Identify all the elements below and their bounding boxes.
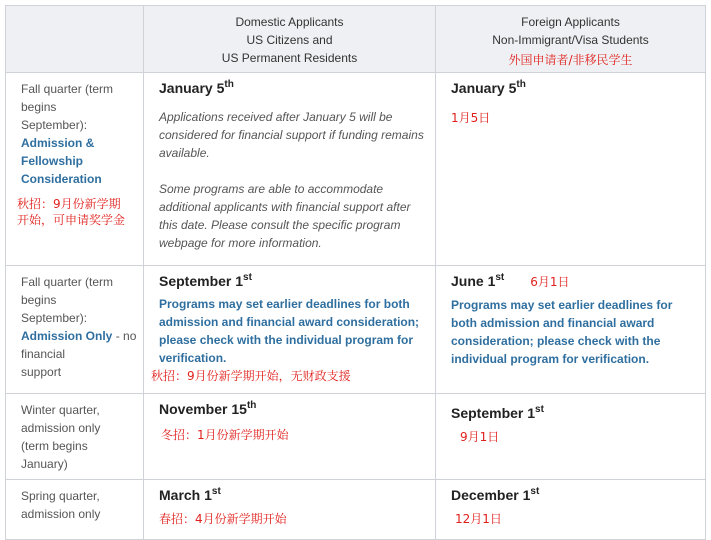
row-label-cell (6, 394, 144, 480)
deadline-date (451, 484, 695, 506)
row-label-cell (6, 480, 144, 540)
row-label-annotation (17, 196, 137, 228)
table-row (6, 480, 706, 540)
deadline-date-suffix: st (495, 272, 505, 283)
header-domestic-line: US Citizens and (246, 33, 333, 47)
domestic-cell (144, 480, 436, 540)
deadline-date-text: September 1 (451, 405, 536, 421)
foreign-cell (436, 480, 706, 540)
date-annotation: 12月1日 (455, 512, 502, 526)
row-label-line: admission only (21, 507, 101, 521)
deadline-date-text: November 15 (159, 401, 247, 417)
deadline-date-text: December 1 (451, 487, 531, 503)
row-label-line: admission only (21, 421, 101, 435)
deadline-date-suffix: th (224, 79, 234, 90)
table-row (6, 73, 706, 266)
header-domestic-line: Domestic Applicants (235, 15, 344, 29)
foreign-cell (436, 394, 706, 480)
row-label-line: Winter quarter, (21, 403, 100, 417)
row-label-line: September): (21, 118, 88, 132)
header-foreign-annotation: 外国申请者/非移民学生 (508, 53, 633, 67)
deadline-date (159, 77, 425, 99)
date-annotation: 春招：4月份新学期开始 (159, 512, 287, 526)
row-label-highlight: Fellowship (21, 154, 84, 168)
header-foreign-line: Foreign Applicants (521, 15, 620, 29)
deadline-date-suffix: st (243, 272, 252, 283)
deadline-note: Programs may set earlier deadlines for both admission and financial award consideration; please check with the individual program for verification. (159, 297, 420, 365)
deadline-date (159, 270, 425, 292)
row-label-highlight: Admission Only (21, 329, 113, 343)
row-label-line: September): (21, 311, 88, 325)
row-label-line: Fall quarter (term (21, 82, 114, 96)
domestic-cell (144, 266, 436, 394)
row-label-highlight: Consideration (21, 172, 102, 186)
deadline-date-suffix: st (530, 486, 540, 497)
deadline-note: Applications received after January 5 will be considered for financial support if funding remains available. (159, 110, 424, 160)
deadline-date (451, 270, 695, 293)
deadline-table (5, 5, 706, 540)
header-foreign (436, 6, 706, 73)
header-domestic (144, 6, 436, 73)
header-empty-cell (6, 6, 144, 73)
deadline-date (159, 484, 425, 506)
row-label-annotation-line: 开始，可申请奖学金 (17, 213, 126, 227)
header-foreign-line: Non-Immigrant/Visa Students (492, 33, 649, 47)
domestic-cell (144, 394, 436, 480)
deadline-date-suffix: st (535, 404, 544, 415)
deadline-date-text: January 5 (159, 80, 225, 96)
row-label-line: (term begins (21, 439, 88, 453)
deadline-date-text: March 1 (159, 487, 212, 503)
domestic-cell (144, 73, 436, 266)
deadline-date-text: January 5 (451, 80, 517, 96)
date-annotation: 冬招：1月份新学期开始 (161, 428, 289, 442)
row-label-annotation-line: 秋招：9月份新学期 (17, 197, 121, 211)
deadline-date (159, 398, 425, 420)
deadline-date-suffix: st (211, 486, 221, 497)
row-label-cell (6, 266, 144, 394)
deadline-date-text: September 1 (159, 273, 244, 289)
date-annotation: 1月5日 (451, 111, 491, 125)
deadline-date-suffix: th (516, 79, 526, 90)
row-label-line: - no financial (21, 329, 137, 361)
date-annotation: 9月1日 (460, 430, 500, 444)
row-label-highlight: Admission & (21, 136, 95, 150)
row-label-line: January) (21, 457, 68, 471)
row-label-cell (6, 73, 144, 266)
deadline-date-text: June 1 (451, 273, 496, 289)
date-annotation: 6月1日 (530, 275, 570, 289)
deadline-date (451, 77, 695, 99)
row-label-line: Fall quarter (term (21, 275, 114, 289)
table-row (6, 394, 706, 480)
date-annotation: 秋招：9月份新学期开始，无财政支援 (151, 369, 351, 383)
row-label-line: begins (21, 293, 57, 307)
deadline-note: Some programs are able to accommodate additional applicants with financial support after this date. Please consult the specific program webpage for more information. (159, 182, 411, 250)
header-domestic-line: US Permanent Residents (221, 51, 358, 65)
table-header-row (6, 6, 706, 73)
row-label-line: begins (21, 100, 57, 114)
table-row (6, 266, 706, 394)
deadline-date-suffix: th (246, 400, 257, 411)
foreign-cell (436, 266, 706, 394)
deadline-date (451, 402, 695, 424)
deadline-note: Programs may set earlier deadlines for both admission and financial award consideration; please check with the individual program for verification. (451, 298, 673, 366)
row-label-line: support (21, 365, 62, 379)
foreign-cell (436, 73, 706, 266)
row-label-line: Spring quarter, (21, 489, 100, 503)
